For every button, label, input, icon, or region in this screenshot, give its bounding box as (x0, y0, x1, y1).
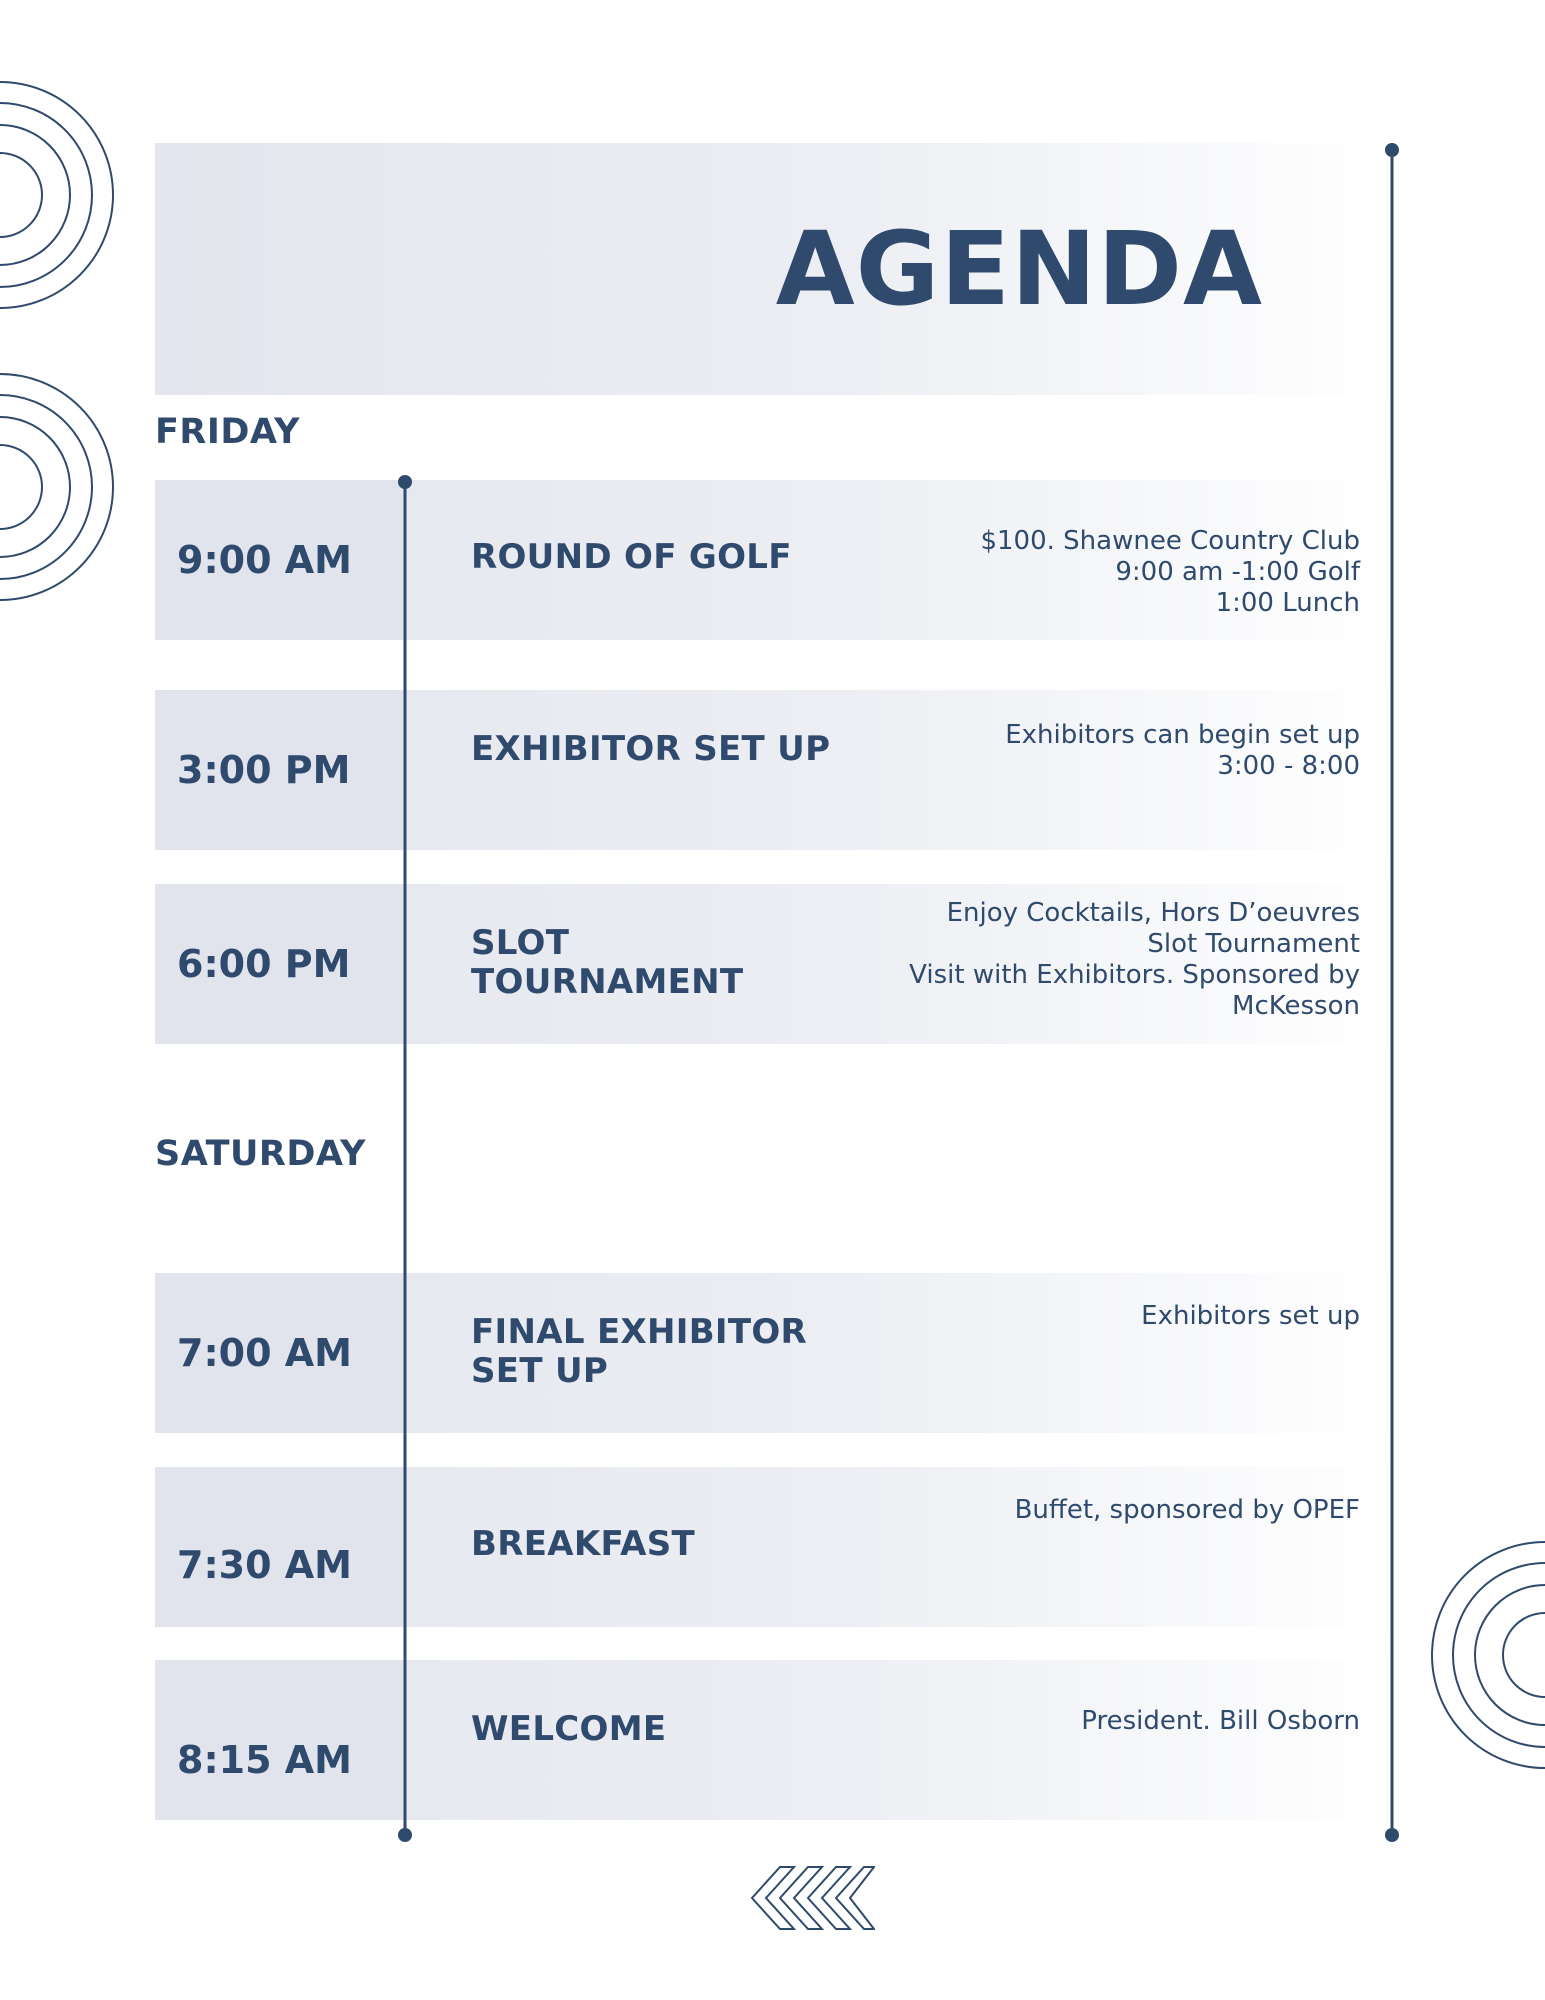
detail-line: Exhibitors can begin set up (1005, 720, 1360, 750)
event-details (800, 1495, 1360, 1526)
detail-line: Buffet, sponsored by OPEF (1014, 1495, 1360, 1525)
event-details (800, 526, 1360, 619)
concentric-circles-icon (0, 367, 120, 607)
time-label: 8:15 AM (177, 1738, 352, 1782)
time-label: 6:00 PM (177, 942, 351, 986)
detail-line: $100. Shawnee Country Club (980, 526, 1360, 556)
agenda-row (155, 1660, 1395, 1820)
detail-line: 9:00 am -1:00 Golf (1115, 557, 1360, 587)
time-label: 9:00 AM (177, 538, 352, 582)
event-title: WELCOME (471, 1709, 667, 1749)
agenda-row (155, 884, 1395, 1044)
detail-line: Visit with Exhibitors. Sponsored by (909, 960, 1360, 990)
detail-line: Slot Tournament (1147, 929, 1360, 959)
day-label-friday: FRIDAY (155, 412, 301, 452)
concentric-circles-icon (0, 75, 120, 315)
chevrons-left-icon (750, 1863, 875, 1933)
timeline-line (395, 470, 415, 1850)
detail-line: Enjoy Cocktails, Hors D’oeuvres (946, 898, 1360, 928)
detail-line: President. Bill Osborn (1081, 1706, 1360, 1736)
detail-line: 1:00 Lunch (1215, 588, 1360, 618)
time-label: 7:00 AM (177, 1331, 352, 1375)
event-details (800, 720, 1360, 782)
time-label: 7:30 AM (177, 1543, 352, 1587)
detail-line: McKesson (1232, 991, 1360, 1021)
day-label-saturday: SATURDAY (155, 1134, 366, 1174)
agenda-row (155, 690, 1395, 850)
event-title: ROUND OF GOLF (471, 537, 792, 577)
timeline-line (1382, 138, 1402, 1848)
event-title: BREAKFAST (471, 1524, 695, 1564)
detail-line: Exhibitors set up (1141, 1301, 1360, 1331)
agenda-row (155, 480, 1395, 640)
agenda-row (155, 1273, 1395, 1433)
event-title: EXHIBITOR SET UP (471, 729, 831, 769)
concentric-circles-icon (1425, 1535, 1545, 1775)
page-title: AGENDA (775, 209, 1263, 329)
event-details (800, 1706, 1360, 1737)
time-label: 3:00 PM (177, 748, 351, 792)
agenda-row (155, 1467, 1395, 1627)
event-title: FINAL EXHIBITOR SET UP (471, 1312, 808, 1391)
event-details (800, 1301, 1360, 1332)
detail-line: 3:00 - 8:00 (1217, 751, 1360, 781)
event-title: SLOT TOURNAMENT (471, 923, 744, 1002)
event-details (800, 898, 1360, 1022)
